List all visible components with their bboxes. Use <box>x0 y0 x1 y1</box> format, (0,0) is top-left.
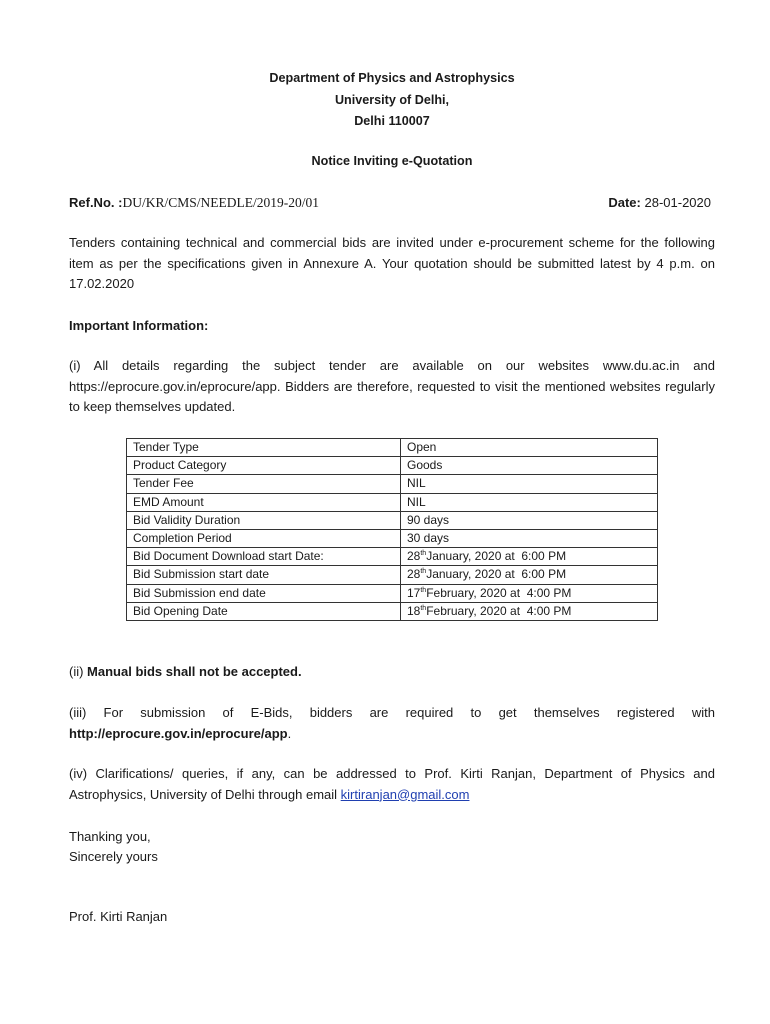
signature-name: Prof. Kirti Ranjan <box>69 909 168 924</box>
table-cell-value: NIL <box>401 493 658 511</box>
date-day: 17 <box>407 585 421 600</box>
table-cell-label: Tender Type <box>127 439 401 457</box>
table-cell-label: Product Category <box>127 457 401 475</box>
table-row <box>127 584 658 602</box>
document-page <box>69 0 715 1024</box>
table-cell-label: Bid Opening Date <box>127 602 401 620</box>
table-cell-label: Completion Period <box>127 529 401 547</box>
table-cell-value <box>401 548 658 566</box>
city-pincode: Delhi 110007 <box>354 114 430 128</box>
table-row <box>127 457 658 475</box>
document-date <box>608 192 711 213</box>
table-cell-value <box>401 602 658 620</box>
department-name: Department of Physics and Astrophysics <box>269 71 515 85</box>
table-cell-label: Bid Submission end date <box>127 584 401 602</box>
intro-paragraph: Tenders containing technical and commercial bids are invited under e-procurement scheme for the following item as per the specifications given in Annexure A. Your quotation should be submitted latest by 4 p.m. on 17.02.2020 <box>69 235 715 291</box>
table-cell-value: 90 days <box>401 511 658 529</box>
date-day: 28 <box>407 567 421 582</box>
closing-thanks: Thanking you, <box>69 829 151 844</box>
date-day: 18 <box>407 603 421 618</box>
point-iv-paragraph <box>69 764 715 805</box>
table-cell-value <box>401 584 658 602</box>
table-cell-label: Bid Validity Duration <box>127 511 401 529</box>
point-iv-text: (iv) Clarifications/ queries, if any, can be addressed to Prof. Kirti Ranjan, Department of Physics and Astrophysics, University of Delhi through email <box>69 766 715 802</box>
table-cell-value: Goods <box>401 457 658 475</box>
point-ii-prefix: (ii) <box>69 664 88 679</box>
date-label: Date: <box>608 195 641 210</box>
point-ii-text: Manual bids shall not be accepted. <box>87 664 302 679</box>
ref-label: Ref.No. : <box>69 195 123 210</box>
point-iii-paragraph <box>69 703 715 744</box>
table-row <box>127 511 658 529</box>
point-iii-suffix: . <box>287 725 292 741</box>
date-ordinal: th <box>420 568 427 576</box>
point-i-paragraph: (i) All details regarding the subject tender are available on our websites www.du.ac.in and https://eprocure.gov.in/eprocure/app. Bidders are therefore, requested to visit the mentioned websites regularly to keep themselves updated. <box>69 358 715 414</box>
table-cell-value: Open <box>401 439 658 457</box>
contact-email-link[interactable]: kirtiranjan@gmail.com <box>340 786 470 802</box>
point-ii-paragraph <box>69 661 302 682</box>
table-row <box>127 439 658 457</box>
date-rest: February, 2020 at 4:00 PM <box>426 585 572 600</box>
table-cell-label: Tender Fee <box>127 475 401 493</box>
table-row <box>127 529 658 547</box>
closing-sincerely: Sincerely yours <box>69 849 158 864</box>
date-rest: February, 2020 at 4:00 PM <box>426 603 572 618</box>
date-day: 28 <box>407 549 421 564</box>
date-ordinal: th <box>420 586 427 594</box>
date-rest: January, 2020 at 6:00 PM <box>426 567 567 582</box>
university-name: University of Delhi, <box>334 93 450 107</box>
table-cell-label: EMD Amount <box>127 493 401 511</box>
table-cell-value: NIL <box>401 475 658 493</box>
date-ordinal: th <box>420 550 427 558</box>
tender-details-table <box>126 438 658 621</box>
table-row <box>127 493 658 511</box>
eprocure-link[interactable]: http://eprocure.gov.in/eprocure/app <box>69 725 288 741</box>
table-row <box>127 548 658 566</box>
date-ordinal: th <box>420 604 427 612</box>
ref-value: DU/KR/CMS/NEEDLE/2019-20/01 <box>122 195 319 210</box>
table-cell-value: 30 days <box>401 529 658 547</box>
point-iii-text: (iii) For submission of E-Bids, bidders are required to get themselves registered with <box>69 705 715 720</box>
table-row <box>127 602 658 620</box>
important-heading: Important Information: <box>69 318 209 333</box>
table-row <box>127 566 658 584</box>
notice-title: Notice Inviting e-Quotation <box>311 154 473 168</box>
date-rest: January, 2020 at 6:00 PM <box>426 549 567 564</box>
table-cell-value <box>401 566 658 584</box>
table-row <box>127 475 658 493</box>
reference-number <box>69 192 319 213</box>
date-value: 28-01-2020 <box>644 195 711 210</box>
table-cell-label: Bid Submission start date <box>127 566 401 584</box>
table-cell-label: Bid Document Download start Date: <box>127 548 401 566</box>
